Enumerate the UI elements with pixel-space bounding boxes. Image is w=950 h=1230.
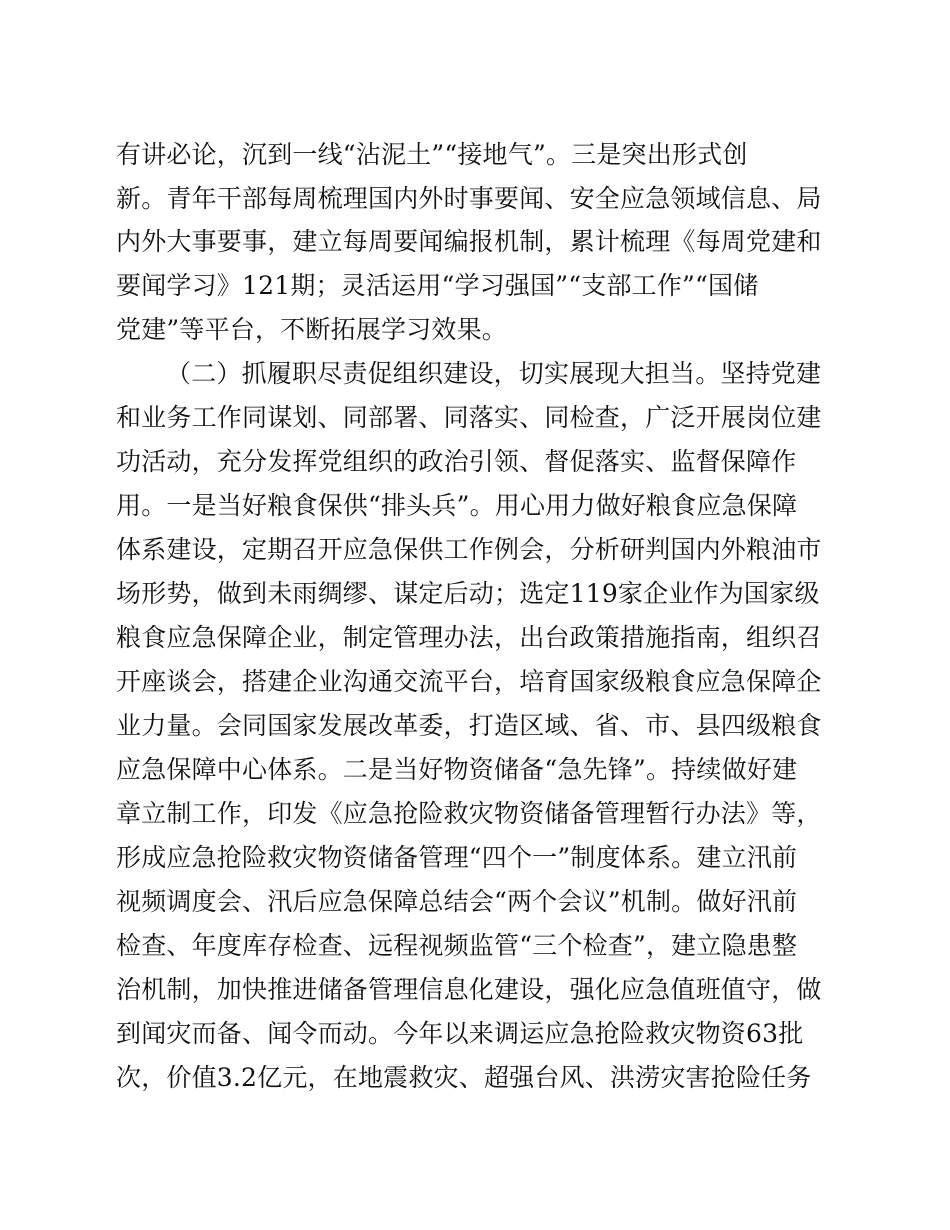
text-line: 业力量。会同国家发展改革委，打造区域、省、市、县四级粮食 (116, 711, 822, 740)
text-line: 要闻学习》121期；灵活运用“学习强国”“支部工作”“国储 (116, 271, 759, 300)
text-line: 到闻灾而备、闻令而动。今年以来调运应急抢险救灾物资63批 (116, 1019, 804, 1048)
text-line: 用。一是当好粮食保供“排头兵”。用心用力做好粮食应急保障 (116, 491, 798, 520)
text-line: 场形势，做到未雨绸缪、谋定后动；选定119家企业作为国家级 (116, 579, 820, 608)
text-line: 和业务工作同谋划、同部署、同落实、同检查，广泛开展岗位建 (116, 403, 822, 432)
text-line: 检查、年度库存检查、远程视频监管“三个检查”，建立隐患整 (116, 931, 798, 960)
text-line: 有讲必论，沉到一线“沾泥土”“接地气”。三是突出形式创 (116, 140, 748, 169)
text-line: 章立制工作，印发《应急抢险救灾物资储备管理暂行办法》等， (116, 799, 822, 828)
text-line: 党建”等平台，不断拓展学习效果。 (116, 315, 507, 344)
text-line: 体系建设，定期召开应急保供工作例会，分析研判国内外粮油市 (116, 535, 822, 564)
text-line: 功活动，充分发挥党组织的政治引领、督促落实、监督保障作 (116, 447, 797, 476)
text-line: 形成应急抢险救灾物资储备管理“四个一”制度体系。建立汛前 (116, 843, 798, 872)
text-line: 治机制，加快推进储备管理信息化建设，强化应急值班值守，做 (116, 975, 822, 1004)
text-line: 新。青年干部每周梳理国内外时事要闻、安全应急领域信息、局 (116, 184, 822, 213)
text-line: 次，价值3.2亿元，在地震救灾、超强台风、洪涝灾害抢险任务 (116, 1063, 812, 1092)
text-line: 应急保障中心体系。二是当好物资储备“急先锋”。持续做好建 (116, 755, 798, 784)
text-line: 视频调度会、汛后应急保障总结会“两个会议”机制。做好汛前 (116, 887, 798, 916)
text-line: 内外大事要事，建立每周要闻编报机制，累计梳理《每周党建和 (116, 227, 822, 256)
text-line: 粮食应急保障企业，制定管理办法，出台政策措施指南，组织召 (116, 623, 822, 652)
text-line: 开座谈会，搭建企业沟通交流平台，培育国家级粮食应急保障企 (116, 667, 822, 696)
section-heading-line: （二）抓履职尽责促组织建设，切实展现大担当。坚持党建 (166, 359, 822, 388)
